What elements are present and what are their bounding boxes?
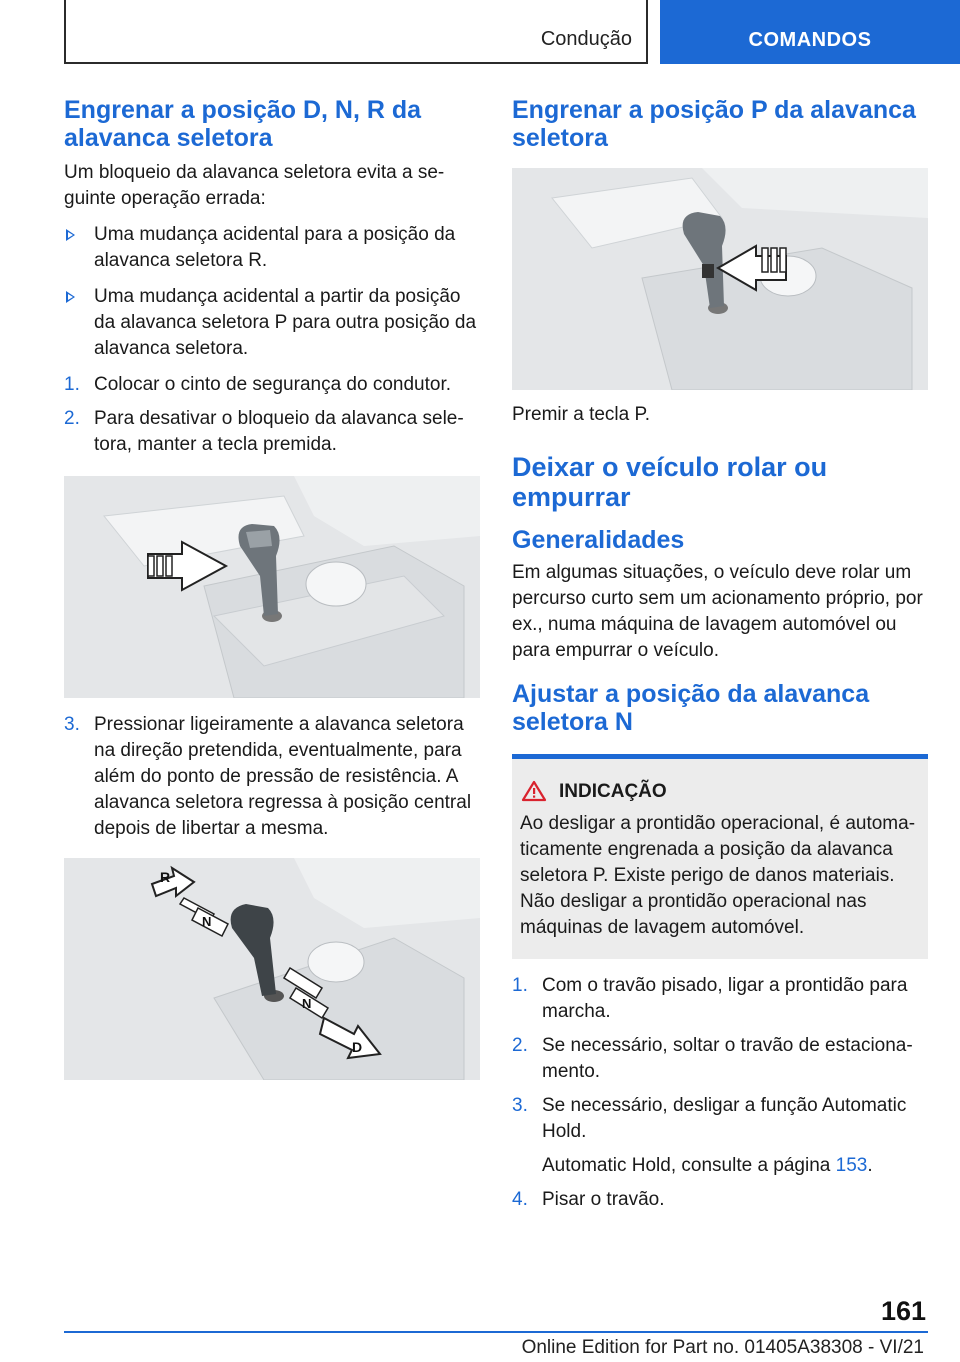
bullet-text: Uma mudança acidental para a posição da alavanca seletora R. [94,224,456,271]
reference-end: . [867,1155,873,1176]
step-text: Colocar o cinto de segurança do condutor. [94,374,452,395]
note-box [512,754,928,959]
heading-engage-p: Engrenar a posição P da alavanca seletora [512,96,916,152]
step-text: Se necessário, soltar o travão de estacionamento. [542,1035,913,1082]
step-item [64,712,480,842]
step-text: Para desativar o bloqueio da alavanca seletora, manter a tecla premida. [94,408,464,455]
step-item [64,406,480,458]
intro-paragraph: Um bloqueio da alavanca seletora evita a seguinte operação errada: [64,162,445,209]
step-number: 2. [64,408,80,429]
step-number: 1. [512,975,528,996]
section-tab [64,0,648,64]
bullet-item [64,222,480,274]
selector-lever-illustration [64,476,480,698]
figure-p-button [512,168,928,390]
right-column [512,96,928,1213]
bullet-text: Uma mudança acidental a partir da posição da alavanca seletora P para outra posição da alavanca seletora. [94,286,477,359]
heading-general: Generalidades [512,526,685,554]
step-item [512,1093,928,1145]
gear-label-n-lower: N [302,996,312,1011]
gear-label-d: D [352,1039,363,1055]
page-reference-link[interactable]: 153 [835,1155,868,1176]
page-header [0,0,960,68]
footer-edition: Online Edition for Part no. 01405A38308 - VI/21 [521,1337,924,1358]
bullet-item [64,284,480,362]
cross-reference [512,1153,928,1179]
gear-label-n-upper: N [202,914,212,929]
section-title: Condução [540,28,632,50]
bullet-triangle-icon [66,291,75,303]
heading-roll-push: Deixar o veículo rolar ou empurrar [512,452,828,512]
left-column [64,96,480,1080]
p-button-illustration [512,168,928,390]
figure-selector-lever-unlock [64,476,480,698]
step-item [64,372,480,398]
heading-set-n: Ajustar a posição da alavanca seletora N [512,680,870,736]
gear-label-r: R [160,869,171,885]
caption-press-p: Premir a tecla P. [512,404,650,425]
step-number: 3. [512,1095,528,1116]
figure-selector-lever-positions [64,858,480,1080]
step-number: 1. [64,374,80,395]
page-number: 161 [880,1296,926,1326]
step-item [512,1187,928,1213]
chapter-title: COMANDOS [748,29,872,51]
step-number: 2. [512,1035,528,1056]
note-text: Ao desligar a prontidão operacional, é automaticamente engrenada a posição da alavanca seletora P. Existe perigo de danos materiais. Não desligar a prontidão operacional nas máquinas de lavagem automóvel. [520,813,916,938]
step-text: Com o travão pisado, ligar a prontidão para marcha. [542,975,908,1022]
general-paragraph: Em algumas situações, o veículo deve rolar um percurso curto sem um acionamento próprio, por ex., numa máquina de lavagem automóvel ou para empurrar o veículo. [512,562,923,661]
step-number: 4. [512,1189,528,1210]
note-title-row [559,779,920,805]
reference-text: Automatic Hold, consulte a página [542,1155,831,1176]
step-number: 3. [64,714,80,735]
step-item [512,1033,928,1085]
footer-divider [64,1331,928,1333]
step-item [512,973,928,1025]
heading-engage-dnr: Engrenar a posição D, N, R da alavanca seletora [64,96,422,152]
bullet-triangle-icon [66,229,75,241]
chapter-tab [660,0,960,64]
step-text: Se necessário, desligar a função Automatic Hold. [542,1095,907,1142]
step-text: Pressionar ligeiramente a alavanca seletora na direção pretendida, eventualmente, para além do ponto de pressão de resistência. A alavanca seletora regressa à posição central depois de libertar a mesma. [94,714,472,839]
note-title: INDICAÇÃO [559,781,667,802]
gear-positions-illustration [64,858,480,1080]
step-text: Pisar o travão. [542,1189,665,1210]
warning-icon [521,780,547,802]
